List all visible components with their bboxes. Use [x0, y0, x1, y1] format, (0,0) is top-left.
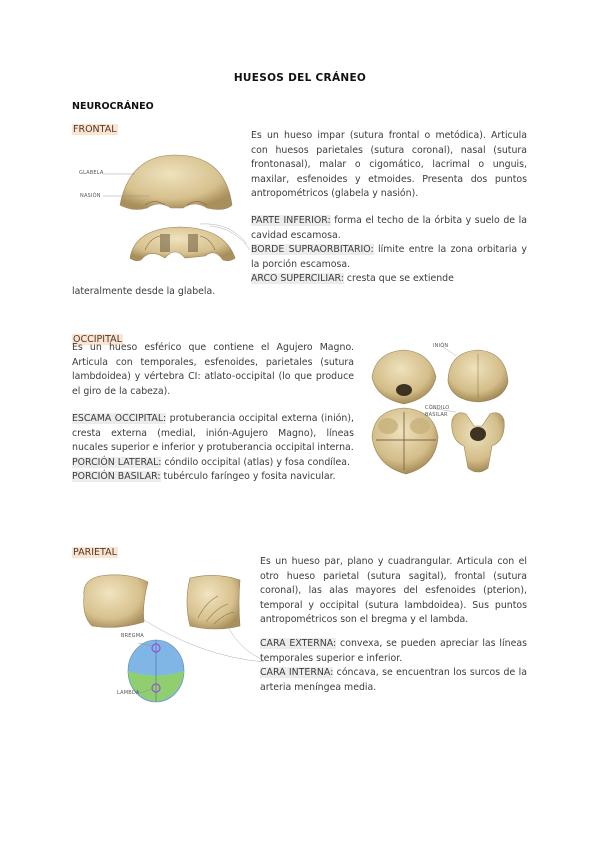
frontal-label-nasion: NASIÓN: [80, 193, 101, 199]
parietal-details: [260, 637, 527, 695]
occipital-label-basilar: BASILAR: [425, 412, 448, 418]
parietal-externa-text: convexa, se pueden apreciar las líneas temporales superior e inferior.: [260, 638, 527, 664]
frontal-description: Es un hueso impar (sutura frontal o metódica). Articula con huesos parietales (sutura coronal), nasal (sutura frontonasal), malar o cigomático, lacrimal o unguis, maxilar, esfenoides y etmoides. Presenta dos puntos antropométricos (glabela y nasión).: [251, 130, 527, 199]
occipital-label-inion: INIÓN: [433, 343, 449, 349]
parietal-externa-term: CARA EXTERNA:: [260, 638, 337, 649]
occipital-basilar-term: PORCIÓN BASILAR:: [72, 471, 161, 482]
parietal-interna-text: cóncava, se encuentran los surcos de la arteria meníngea media.: [260, 667, 527, 693]
frontal-arco-text: cresta que se extiende: [343, 273, 454, 284]
occipital-lateral-text: cóndilo occipital (atlas) y fosa condílea.: [161, 456, 350, 468]
occipital-details: [72, 412, 354, 485]
occipital-section-label: OCCIPITAL: [73, 334, 122, 345]
frontal-arco-term: ARCO SUPERCILIAR:: [251, 273, 344, 284]
occipital-label-condilo: CÓNDILO: [425, 405, 450, 411]
frontal-details: [251, 214, 527, 287]
frontal-label-glabela: GLABELA: [79, 170, 104, 176]
parietal-interna-term: CARA INTERNA:: [260, 667, 334, 678]
parietal-section-label: PARIETAL: [73, 547, 117, 558]
neurocraneo-heading: NEUROCRÁNEO: [72, 101, 154, 112]
occipital-basilar-text: tubérculo faríngeo y fosita navicular.: [160, 471, 336, 482]
frontal-borde-text: límite entre la zona orbitaria y la porción escamosa.: [251, 244, 527, 270]
frontal-bone-illustration: [75, 150, 275, 300]
parietal-bone-illustration: [78, 568, 278, 708]
frontal-section-label: FRONTAL: [73, 124, 117, 135]
occipital-escama-text: protuberancia occipital externa (inión), cresta externa (medial, inión-Agujero Magno), líneas nucales superior e inferior y protuberancia occipital interna.: [72, 413, 354, 453]
occipital-description: Es un hueso esférico que contiene el Agujero Magno. Articula con temporales, esfenoides, parietales (sutura lambdoidea) y vértebra CI: atlato-occipital (lo que produce el giro de la cabeza).: [72, 342, 354, 397]
frontal-arco-continuation: lateralmente desde la glabela.: [72, 286, 216, 297]
occipital-escama-term: ESCAMA OCCIPITAL:: [72, 413, 167, 424]
frontal-parte-inferior-text: forma el techo de la órbita y suelo de la cavidad escamosa.: [251, 215, 527, 241]
frontal-borde-term: BORDE SUPRAORBITARIO:: [251, 244, 374, 255]
page-title: HUESOS DEL CRÁNEO: [233, 72, 367, 84]
parietal-description: Es un hueso par, plano y cuadrangular. Articula con el otro hueso parietal (sutura sagital), frontal (sutura coronal), las alas mayores del esfenoides (pterion), temporal y occipital (sutura lambdoidea). Sus puntos antropométricos son el bregma y el lambda.: [260, 556, 527, 625]
occipital-lateral-term: PORCIÓN LATERAL:: [72, 456, 162, 468]
parietal-label-lambda: LAMBDA: [117, 690, 140, 696]
parietal-label-bregma: BREGMA: [121, 633, 144, 639]
frontal-parte-inferior-term: PARTE INFERIOR:: [251, 215, 331, 226]
